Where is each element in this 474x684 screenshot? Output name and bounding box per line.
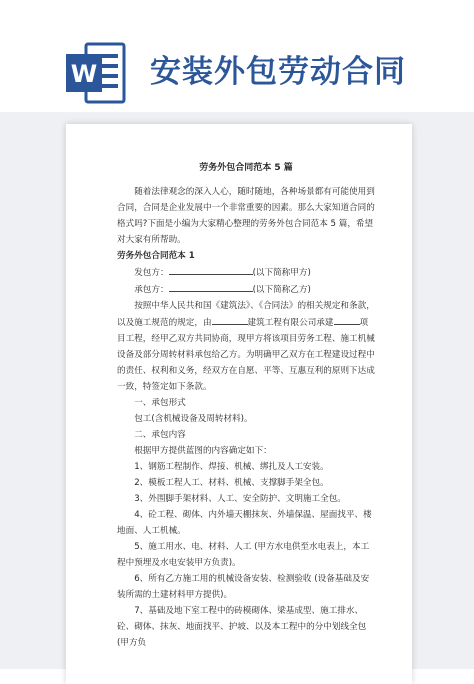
intro-paragraph: 随着法律观念的深入人心，随时随地，各种场景都有可能使用到合同，合同是企业发展中一个非常重要的因素。那么大家知道合同的格式吗?下面是小编为大家精心整理的劳务外包合同范本 5 篇，希望对大家有所帮助。 bbox=[117, 187, 375, 245]
word-doc-icon bbox=[64, 40, 128, 106]
company-blank bbox=[212, 314, 248, 325]
list-item: 4、砼工程、砌体、内外墙天棚抹灰、外墙保温、屋面找平、楼地面、人工机械。 bbox=[117, 510, 372, 536]
clause-1-heading: 一、承包形式 bbox=[134, 398, 186, 408]
party-a-line bbox=[117, 264, 375, 281]
preamble-part-2: 建筑工程有限公司承建 bbox=[247, 318, 334, 328]
document-body bbox=[117, 160, 375, 651]
party-b-label: 承包方： bbox=[134, 285, 169, 295]
preamble-part-1: 按照中华人民共和国《建筑法》、《合同法》的相关规定和条款，以及施工规范的规定，由 bbox=[117, 301, 375, 328]
party-a-blank bbox=[169, 264, 253, 275]
party-b-line bbox=[117, 281, 375, 298]
project-blank bbox=[334, 314, 360, 325]
list-item: 2、模板工程人工、材料、机械、支撑脚手架全包。 bbox=[134, 478, 329, 488]
section-heading: 劳务外包合同范本 1 bbox=[117, 251, 195, 261]
list-item: 5、施工用水、电、材料、人工 (甲方水电供至水电表上，本工程中预埋及水电安装甲方负责)。 bbox=[117, 542, 370, 568]
list-item: 6、所有乙方施工用的机械设备安装、检测验收 (设备基础及安装所需的土建材料甲方提供)。 bbox=[117, 574, 370, 600]
document-title: 劳务外包合同范本 5 篇 bbox=[199, 163, 293, 173]
document-page bbox=[66, 124, 412, 684]
list-item: 3、外围脚手架材料、人工、安全防护、文明施工全包。 bbox=[134, 494, 346, 504]
list-item: 1、钢筋工程制作、焊接、机械、绑扎及人工安装。 bbox=[134, 462, 329, 472]
clause-2-intro: 根据甲方提供蓝图的内容确定如下： bbox=[134, 446, 272, 456]
party-a-label: 发包方： bbox=[134, 268, 169, 278]
word-icon-letter: W bbox=[70, 60, 98, 88]
clause-1-text: 包工(含机械设备及周转材料)。 bbox=[134, 414, 253, 424]
preamble-paragraph bbox=[117, 298, 375, 395]
party-b-blank bbox=[169, 281, 253, 292]
clause-2-heading: 二、承包内容 bbox=[134, 430, 186, 440]
party-a-suffix: (以下简称甲方) bbox=[252, 268, 311, 278]
header bbox=[0, 0, 474, 112]
list-item: 7、基础及地下室工程中的砖模砌体、梁基成型、施工排水、砼、砌体、抹灰、地面找平、护坡、以及本工程中的分中划线全包 (甲方负 bbox=[117, 606, 367, 648]
preamble-part-3: 项目工程，经甲乙双方共同协商，现甲方将该项目劳务工程、施工机械设备及部分周转材料承包给乙方。为明确甲乙双方在工程建设过程中的责任、权利和义务，经双方在自愿、平等、互惠互利的原则下达成一致，特签定如下条款。 bbox=[117, 318, 375, 392]
page-title: 安装外包劳动合同 bbox=[150, 54, 406, 90]
party-b-suffix: (以下简称乙方) bbox=[252, 285, 311, 295]
